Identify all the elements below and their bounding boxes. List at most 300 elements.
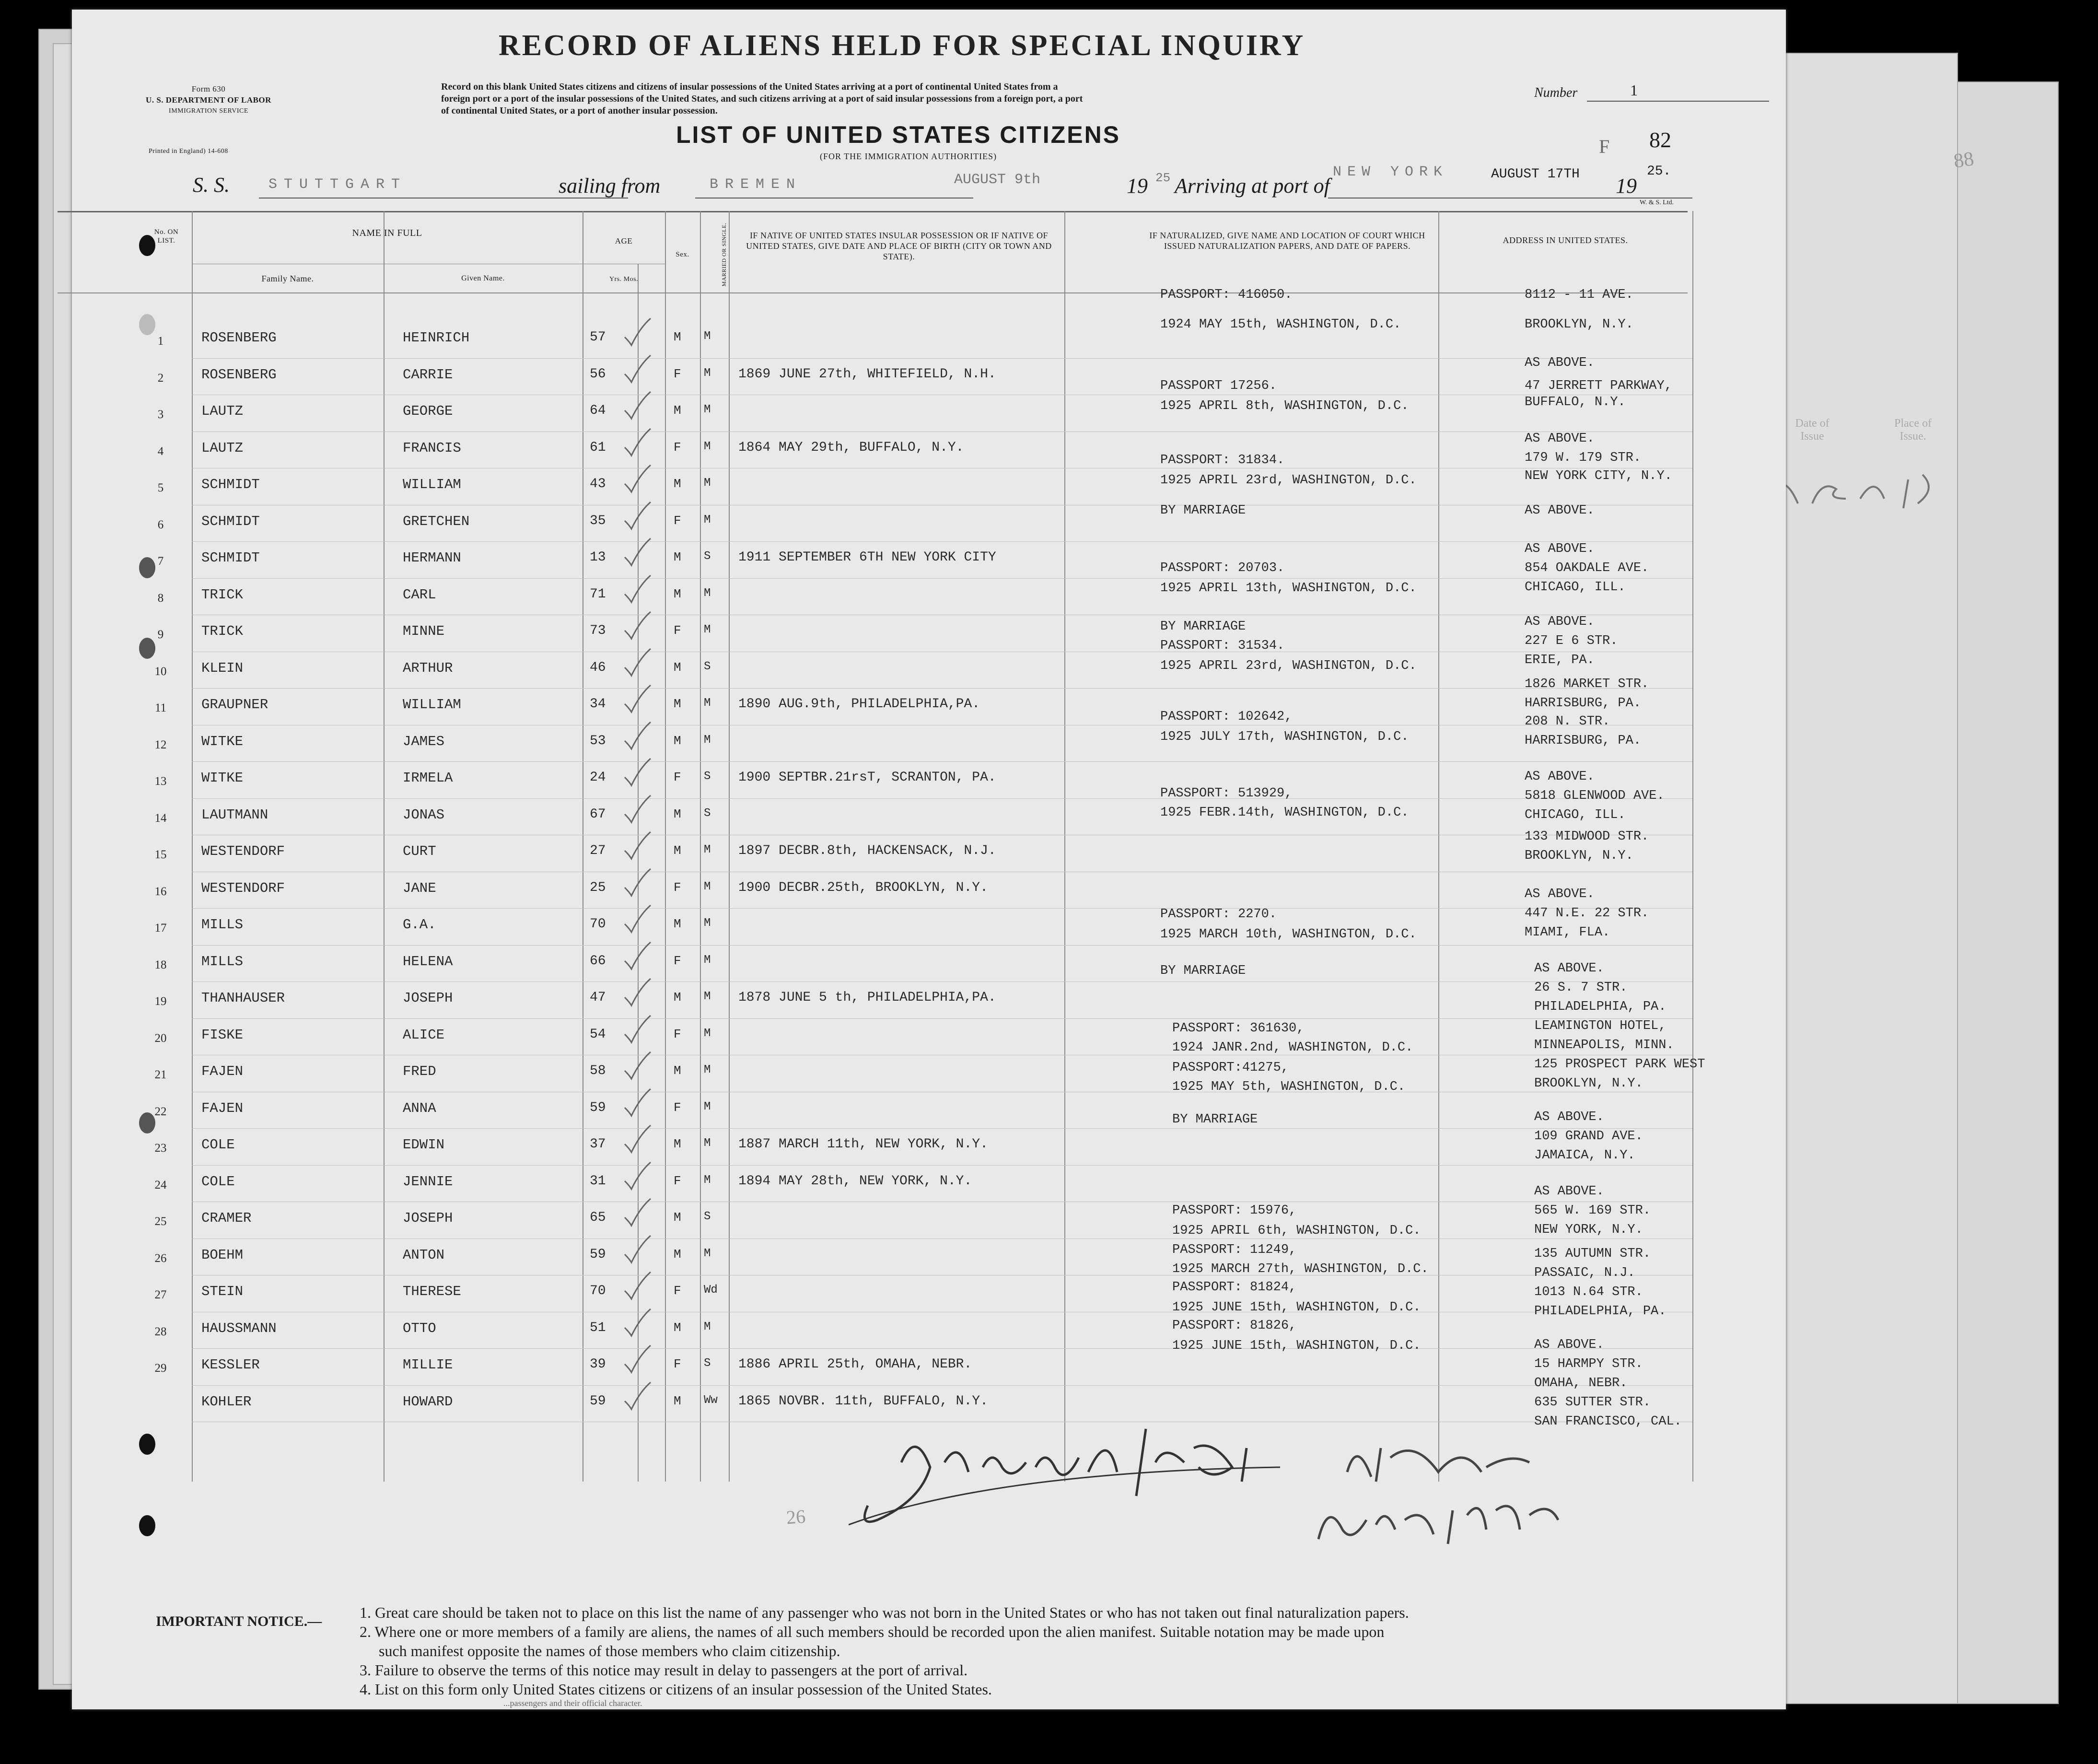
check-mark bbox=[621, 536, 654, 569]
birth-info: 1865 NOVBR. 11th, BUFFALO, N.Y. bbox=[738, 1393, 988, 1409]
age: 56 bbox=[590, 366, 606, 382]
address-line: ERIE, PA. bbox=[1525, 653, 1595, 667]
row-number: 13 bbox=[154, 775, 167, 788]
age: 71 bbox=[590, 586, 606, 602]
address-line: 854 OAKDALE AVE. bbox=[1525, 561, 1649, 575]
col-married bbox=[729, 211, 730, 1482]
marital-status: Ww bbox=[704, 1393, 718, 1407]
row-number: 2 bbox=[157, 371, 164, 385]
given-name: ANNA bbox=[403, 1100, 436, 1116]
address-line: AS ABOVE. bbox=[1525, 356, 1595, 370]
row-number: 6 bbox=[157, 518, 164, 531]
notice-label: IMPORTANT NOTICE.— bbox=[156, 1613, 322, 1629]
sex: F bbox=[674, 1100, 681, 1115]
header-naturalized: IF NATURALIZED, GIVE NAME AND LOCATION OF COURT WHICH ISSUED NATURALIZATION PAPERS, AND DATE OF PAPERS. bbox=[1149, 231, 1425, 251]
sex: M bbox=[674, 917, 681, 931]
naturalization-line: 1924 JANR.2nd, WASHINGTON, D.C. bbox=[1172, 1040, 1413, 1055]
marital-status: M bbox=[704, 733, 711, 747]
sex: F bbox=[674, 623, 681, 638]
family-name: COLE bbox=[201, 1173, 235, 1190]
sex: M bbox=[674, 403, 681, 418]
age: 59 bbox=[590, 1247, 606, 1262]
family-name: WITKE bbox=[201, 733, 244, 749]
age: 35 bbox=[590, 513, 606, 528]
family-name: COLE bbox=[201, 1137, 235, 1153]
marital-status: M bbox=[704, 1027, 711, 1040]
age: 57 bbox=[590, 330, 606, 345]
family-name: LAUTMANN bbox=[201, 806, 268, 823]
age: 31 bbox=[590, 1173, 606, 1189]
punch-hole bbox=[139, 314, 155, 335]
address-line: 179 W. 179 STR. bbox=[1525, 451, 1642, 465]
family-name: LAUTZ bbox=[201, 440, 244, 456]
address-line: AS ABOVE. bbox=[1525, 615, 1595, 629]
marital-status: M bbox=[704, 513, 711, 526]
address-line: BROOKLYN, N.Y. bbox=[1534, 1076, 1643, 1091]
birth-info: 1887 MARCH 11th, NEW YORK, N.Y. bbox=[738, 1137, 988, 1152]
address-line: 133 MIDWOOD STR. bbox=[1525, 829, 1649, 844]
birth-info: 1911 SEPTEMBER 6TH NEW YORK CITY bbox=[738, 550, 996, 565]
notice-item-2: 2. Where one or more members of a family are aliens, the names of all such members should be recorded upon the alien manifest. Suitable notation may be made upon bbox=[360, 1623, 1385, 1640]
marital-status: S bbox=[704, 550, 711, 563]
given-name: EDWIN bbox=[403, 1137, 445, 1153]
marital-status: M bbox=[704, 1247, 711, 1260]
address-line: AS ABOVE. bbox=[1534, 961, 1604, 976]
sex: F bbox=[674, 366, 681, 381]
side-label-place: Place of Issue. bbox=[1894, 417, 1932, 443]
naturalization-line: 1925 MARCH 10th, WASHINGTON, D.C. bbox=[1160, 927, 1417, 942]
family-name: FISKE bbox=[201, 1027, 244, 1043]
sex: F bbox=[674, 880, 681, 895]
address-line: BROOKLYN, N.Y. bbox=[1525, 317, 1633, 332]
punch-hole bbox=[139, 1515, 155, 1536]
naturalization-line: 1925 APRIL 23rd, WASHINGTON, D.C. bbox=[1160, 659, 1417, 673]
given-name: THERESE bbox=[403, 1284, 461, 1299]
address-line: HARRISBURG, PA. bbox=[1525, 734, 1642, 748]
age: 37 bbox=[590, 1137, 606, 1152]
col-address bbox=[1692, 211, 1693, 1482]
naturalization-line: PASSPORT: 31534. bbox=[1160, 639, 1285, 653]
sex: M bbox=[674, 330, 681, 344]
given-name: HERMANN bbox=[403, 550, 461, 566]
marital-status: S bbox=[704, 770, 711, 783]
naturalization-line: 1925 FEBR.14th, WASHINGTON, D.C. bbox=[1160, 806, 1409, 820]
marital-status: M bbox=[704, 1173, 711, 1187]
row-rule bbox=[192, 981, 1692, 982]
sex: F bbox=[674, 953, 681, 968]
address-line: PHILADELPHIA, PA. bbox=[1534, 1000, 1667, 1014]
marital-status: M bbox=[704, 1100, 711, 1113]
sex: F bbox=[674, 1357, 681, 1371]
address-line: MINNEAPOLIS, MINN. bbox=[1534, 1038, 1674, 1052]
address-line: AS ABOVE. bbox=[1534, 1110, 1604, 1124]
row-rule bbox=[192, 358, 1692, 359]
check-mark bbox=[621, 866, 654, 900]
sex: M bbox=[674, 477, 681, 491]
row-number: 24 bbox=[154, 1178, 167, 1192]
row-number: 22 bbox=[154, 1105, 167, 1118]
family-name: FAJEN bbox=[201, 1063, 244, 1079]
check-mark bbox=[621, 609, 654, 643]
year-to: 25. bbox=[1647, 164, 1671, 179]
naturalization-line: 1925 JULY 17th, WASHINGTON, D.C. bbox=[1160, 730, 1409, 744]
age: 13 bbox=[590, 550, 606, 565]
address-line: AS ABOVE. bbox=[1525, 770, 1595, 784]
birth-info: 1886 APRIL 25th, OMAHA, NEBR. bbox=[738, 1357, 972, 1372]
side-mark: 88 bbox=[1952, 148, 1975, 173]
address-line: AS ABOVE. bbox=[1525, 503, 1595, 518]
row-number: 16 bbox=[154, 885, 167, 898]
header-bottom-rule bbox=[58, 292, 1688, 293]
address-line: BROOKLYN, N.Y. bbox=[1525, 849, 1633, 863]
sex: F bbox=[674, 1173, 681, 1188]
naturalization-line: PASSPORT: 31834. bbox=[1160, 453, 1285, 467]
row-rule bbox=[192, 1348, 1692, 1349]
given-name: FRED bbox=[403, 1063, 436, 1079]
naturalization-line: PASSPORT: 361630, bbox=[1172, 1021, 1305, 1036]
age: 59 bbox=[590, 1100, 606, 1115]
given-name: MILLIE bbox=[403, 1357, 453, 1373]
row-number: 25 bbox=[154, 1215, 167, 1228]
family-name: KOHLER bbox=[201, 1393, 252, 1410]
check-mark bbox=[621, 1013, 654, 1046]
marital-status: M bbox=[704, 917, 711, 930]
age: 70 bbox=[590, 1284, 606, 1298]
from-underline bbox=[695, 198, 973, 199]
check-mark bbox=[621, 1086, 654, 1120]
row-number: 26 bbox=[154, 1251, 167, 1265]
check-mark bbox=[621, 976, 654, 1009]
row-rule bbox=[192, 1238, 1692, 1239]
check-mark bbox=[621, 793, 654, 826]
naturalization-line: PASSPORT: 20703. bbox=[1160, 561, 1285, 575]
family-name: WITKE bbox=[201, 770, 244, 786]
naturalization-line: PASSPORT: 81824, bbox=[1172, 1280, 1297, 1295]
row-number: 5 bbox=[157, 481, 164, 494]
marital-status: S bbox=[704, 660, 711, 673]
row-rule bbox=[192, 1018, 1692, 1019]
address-line: HARRISBURG, PA. bbox=[1525, 696, 1642, 711]
given-name: JANE bbox=[403, 880, 436, 896]
address-line: 1826 MARKET STR. bbox=[1525, 677, 1649, 691]
given-name: WILLIAM bbox=[403, 697, 461, 713]
age: 27 bbox=[590, 843, 606, 858]
given-name: JAMES bbox=[403, 733, 445, 749]
check-mark bbox=[621, 572, 654, 606]
age: 34 bbox=[590, 697, 606, 712]
year-from: 25 bbox=[1155, 171, 1171, 185]
header-no: No. ON LIST. bbox=[154, 228, 179, 245]
row-number: 17 bbox=[154, 922, 167, 935]
family-name: TRICK bbox=[201, 623, 244, 639]
address-line: AS ABOVE. bbox=[1525, 432, 1595, 446]
record-text-2: foreign port or a port of the insular possessions of the United States, and such citizens arriving at a port of said insular possessions from a foreign port, a port bbox=[441, 93, 1083, 104]
sailing-label: sailing from bbox=[559, 174, 661, 198]
printer-mark: W. & S. Ltd. bbox=[1640, 199, 1674, 206]
family-name: KLEIN bbox=[201, 660, 244, 676]
sex: M bbox=[674, 733, 681, 748]
notice-item-4: 4. List on this form only United States citizens or citizens of an insular possession of the United States. bbox=[360, 1681, 992, 1698]
naturalization-line: 1925 APRIL 8th, WASHINGTON, D.C. bbox=[1160, 399, 1409, 413]
given-name: GRETCHEN bbox=[403, 513, 470, 529]
naturalization-line: BY MARRIAGE bbox=[1160, 964, 1246, 978]
family-name: ROSENBERG bbox=[201, 330, 277, 346]
marital-status: M bbox=[704, 477, 711, 490]
col-no bbox=[192, 211, 193, 1482]
given-name: WILLIAM bbox=[403, 477, 461, 492]
marital-status: M bbox=[704, 403, 711, 416]
header-birth: IF NATIVE OF UNITED STATES INSULAR POSSESSION OR IF NATIVE OF UNITED STATES, GIVE DATE AND PLACE OF BIRTH (CITY OR TOWN AND STATE). bbox=[746, 231, 1052, 261]
marital-status: S bbox=[704, 1210, 711, 1223]
check-mark bbox=[621, 1159, 654, 1193]
age: 61 bbox=[590, 440, 606, 455]
sex: F bbox=[674, 513, 681, 528]
sex: F bbox=[674, 770, 681, 784]
check-mark bbox=[621, 756, 654, 789]
row-rule bbox=[192, 688, 1692, 689]
family-name: ROSENBERG bbox=[201, 366, 277, 383]
family-name: SCHMIDT bbox=[201, 477, 260, 492]
side-scribble bbox=[1764, 460, 1966, 518]
naturalization-line: PASSPORT: 416050. bbox=[1160, 288, 1293, 302]
marital-status: M bbox=[704, 990, 711, 1003]
naturalization-line: PASSPORT: 11249, bbox=[1172, 1243, 1297, 1257]
row-rule bbox=[192, 908, 1692, 909]
marital-status: M bbox=[704, 623, 711, 636]
row-number: 28 bbox=[154, 1325, 167, 1338]
given-name: CARL bbox=[403, 586, 436, 603]
age: 54 bbox=[590, 1027, 606, 1042]
check-mark bbox=[621, 902, 654, 936]
address-line: 47 JERRETT PARKWAY, bbox=[1525, 379, 1672, 393]
check-mark bbox=[621, 829, 654, 863]
sailing-date: AUGUST 9th bbox=[954, 172, 1041, 188]
col-birth bbox=[1064, 211, 1065, 1482]
address-line: 15 HARMPY STR. bbox=[1534, 1357, 1643, 1371]
naturalization-line: PASSPORT: 102642, bbox=[1160, 710, 1293, 724]
age: 25 bbox=[590, 880, 606, 895]
sex: M bbox=[674, 550, 681, 564]
col-family bbox=[384, 211, 385, 1482]
age: 53 bbox=[590, 733, 606, 748]
address-line: 26 S. 7 STR. bbox=[1534, 981, 1628, 995]
family-name: SCHMIDT bbox=[201, 513, 260, 529]
marital-status: M bbox=[704, 1137, 711, 1150]
list-title: LIST OF UNITED STATES CITIZENS bbox=[676, 121, 1121, 148]
check-mark bbox=[621, 939, 654, 973]
row-number: 1 bbox=[157, 335, 164, 348]
given-name: JOSEPH bbox=[403, 1210, 453, 1226]
address-line: BUFFALO, N.Y. bbox=[1525, 395, 1626, 409]
year-prefix-2: 19 bbox=[1616, 174, 1637, 198]
arrival-port: NEW YORK bbox=[1333, 164, 1448, 180]
given-name: JOSEPH bbox=[403, 990, 453, 1006]
row-rule bbox=[192, 541, 1692, 542]
address-line: NEW YORK CITY, N.Y. bbox=[1525, 469, 1672, 483]
row-rule bbox=[192, 761, 1692, 762]
table-top-rule bbox=[58, 211, 1688, 212]
row-number: 18 bbox=[154, 958, 167, 971]
row-number: 14 bbox=[154, 811, 167, 825]
marital-status: M bbox=[704, 697, 711, 710]
given-name: JENNIE bbox=[403, 1173, 453, 1190]
check-mark bbox=[621, 1269, 654, 1303]
family-name: KESSLER bbox=[201, 1357, 260, 1373]
address-line: SAN FRANCISCO, CAL. bbox=[1534, 1414, 1682, 1429]
arriving-label: Arriving at port of bbox=[1175, 174, 1330, 198]
age: 65 bbox=[590, 1210, 606, 1225]
given-name: HOWARD bbox=[403, 1393, 453, 1410]
naturalization-line: 1925 JUNE 15th, WASHINGTON, D.C. bbox=[1172, 1300, 1421, 1315]
marital-status: M bbox=[704, 953, 711, 967]
top-title: RECORD OF ALIENS HELD FOR SPECIAL INQUIRY bbox=[499, 29, 1305, 62]
marital-status: M bbox=[704, 880, 711, 893]
birth-info: 1897 DECBR.8th, HACKENSACK, N.J. bbox=[738, 843, 996, 858]
address-line: AS ABOVE. bbox=[1525, 887, 1595, 901]
list-number-label: Number bbox=[1534, 85, 1578, 100]
family-name: WESTENDORF bbox=[201, 843, 285, 859]
address-line: PHILADELPHIA, PA. bbox=[1534, 1304, 1667, 1319]
given-name: JONAS bbox=[403, 806, 445, 823]
header-family-name: Family Name. bbox=[261, 274, 314, 283]
address-line: 109 GRAND AVE. bbox=[1534, 1129, 1643, 1144]
row-number: 10 bbox=[154, 665, 167, 678]
sex: M bbox=[674, 1137, 681, 1151]
port-underline bbox=[1328, 198, 1692, 199]
punch-hole bbox=[139, 1434, 155, 1455]
sex: M bbox=[674, 586, 681, 601]
row-number: 15 bbox=[154, 848, 167, 861]
age: 51 bbox=[590, 1320, 606, 1335]
sailing-from: BREMEN bbox=[710, 176, 802, 193]
naturalization-line: PASSPORT: 513929, bbox=[1160, 786, 1293, 801]
check-mark bbox=[621, 1379, 654, 1413]
naturalization-line: PASSPORT: 15976, bbox=[1172, 1203, 1297, 1218]
sex: M bbox=[674, 660, 681, 675]
address-line: LEAMINGTON HOTEL, bbox=[1534, 1019, 1667, 1033]
header-age: AGE bbox=[615, 236, 633, 245]
naturalization-line: 1925 JUNE 15th, WASHINGTON, D.C. bbox=[1172, 1339, 1421, 1353]
sex: M bbox=[674, 1393, 681, 1408]
naturalization-line: 1925 MAY 5th, WASHINGTON, D.C. bbox=[1172, 1080, 1406, 1094]
sex: M bbox=[674, 843, 681, 858]
row-number: 9 bbox=[157, 628, 164, 641]
check-mark bbox=[621, 426, 654, 459]
given-name: IRMELA bbox=[403, 770, 453, 786]
document-page bbox=[72, 10, 1786, 1709]
check-mark bbox=[621, 499, 654, 533]
header-sex: Sex. bbox=[676, 251, 689, 258]
row-rule bbox=[192, 1385, 1692, 1386]
check-mark bbox=[621, 1306, 654, 1340]
row-number: 27 bbox=[154, 1288, 167, 1301]
sex: M bbox=[674, 1063, 681, 1078]
family-name: TRICK bbox=[201, 586, 244, 603]
sex: M bbox=[674, 1247, 681, 1262]
marital-status: M bbox=[704, 440, 711, 453]
given-name: ANTON bbox=[403, 1247, 445, 1263]
year-prefix-1: 19 bbox=[1127, 174, 1148, 198]
family-name: BOEHM bbox=[201, 1247, 244, 1263]
naturalization-line: 1925 APRIL 13th, WASHINGTON, D.C. bbox=[1160, 581, 1417, 596]
list-number-line bbox=[1587, 101, 1769, 102]
header-address: ADDRESS IN UNITED STATES. bbox=[1503, 235, 1628, 245]
marital-status: M bbox=[704, 843, 711, 856]
birth-info: 1864 MAY 29th, BUFFALO, N.Y. bbox=[738, 440, 964, 455]
notice-bottom-cut: ...passengers and their official character. bbox=[503, 1698, 642, 1708]
family-name: HAUSSMANN bbox=[201, 1320, 277, 1336]
row-number: 7 bbox=[157, 555, 164, 568]
address-line: 125 PROSPECT PARK WEST bbox=[1534, 1057, 1705, 1072]
family-name: THANHAUSER bbox=[201, 990, 285, 1006]
form-department: U. S. DEPARTMENT OF LABOR bbox=[146, 95, 271, 105]
given-name: HELENA bbox=[403, 953, 453, 970]
marital-status: Wd bbox=[704, 1284, 718, 1297]
record-text-3: of continental United States, or a port of another insular possession. bbox=[441, 105, 718, 116]
check-mark bbox=[621, 1049, 654, 1083]
given-name: FRANCIS bbox=[403, 440, 461, 456]
notice-item-3: 3. Failure to observe the terms of this notice may result in delay to passengers at the port of arrival. bbox=[360, 1661, 968, 1679]
family-name: MILLS bbox=[201, 953, 244, 970]
form-printed: Printed in England) 14-608 bbox=[149, 148, 228, 155]
birth-info: 1900 DECBR.25th, BROOKLYN, N.Y. bbox=[738, 880, 988, 895]
sex: M bbox=[674, 1210, 681, 1225]
naturalization-line: BY MARRIAGE bbox=[1160, 503, 1246, 518]
pencil-note: 26 bbox=[785, 1505, 806, 1529]
header-name-in-full: NAME IN FULL bbox=[352, 228, 422, 238]
age: 24 bbox=[590, 770, 606, 785]
row-rule bbox=[192, 1128, 1692, 1129]
address-line: 227 E 6 STR. bbox=[1525, 634, 1618, 648]
check-mark bbox=[621, 352, 654, 386]
family-name: LAUTZ bbox=[201, 403, 244, 419]
given-name: MINNE bbox=[403, 623, 445, 639]
check-mark bbox=[621, 646, 654, 679]
sex: F bbox=[674, 1284, 681, 1298]
birth-info: 1894 MAY 28th, NEW YORK, N.Y. bbox=[738, 1173, 972, 1189]
address-line: AS ABOVE. bbox=[1534, 1184, 1604, 1199]
check-mark bbox=[621, 462, 654, 496]
naturalization-line: BY MARRIAGE bbox=[1172, 1112, 1258, 1127]
list-number: 1 bbox=[1630, 82, 1638, 99]
col-age bbox=[665, 211, 666, 1482]
notice-item-1: 1. Great care should be taken not to place on this list the name of any passenger who was not born in the United States or who has not taken out final naturalization papers. bbox=[360, 1604, 1409, 1621]
check-mark bbox=[621, 1233, 654, 1266]
age: 58 bbox=[590, 1063, 606, 1078]
address-line: 208 N. STR. bbox=[1525, 714, 1610, 729]
given-name: G.A. bbox=[403, 917, 436, 933]
age: 59 bbox=[590, 1393, 606, 1409]
record-text-1: Record on this blank United States citizens and citizens of insular possessions of the United States arriving at a port of continental United States from a bbox=[441, 82, 1058, 92]
given-name: OTTO bbox=[403, 1320, 436, 1336]
page-number-f: F bbox=[1599, 136, 1610, 157]
row-number: 23 bbox=[154, 1142, 167, 1155]
address-line: AS ABOVE. bbox=[1534, 1338, 1604, 1352]
family-name: CRAMER bbox=[201, 1210, 252, 1226]
age: 66 bbox=[590, 953, 606, 969]
row-number: 11 bbox=[154, 701, 167, 714]
check-mark bbox=[621, 389, 654, 422]
naturalization-line: PASSPORT: 2270. bbox=[1160, 907, 1277, 922]
col-sex bbox=[700, 211, 701, 1482]
form-number: Form 630 bbox=[191, 84, 226, 93]
page-number: 82 bbox=[1649, 128, 1671, 152]
check-mark bbox=[621, 1122, 654, 1156]
marital-status: S bbox=[704, 1357, 711, 1370]
age: 64 bbox=[590, 403, 606, 418]
punch-hole bbox=[139, 235, 155, 256]
header-yrs-mos: Yrs. Mos. bbox=[609, 276, 639, 283]
